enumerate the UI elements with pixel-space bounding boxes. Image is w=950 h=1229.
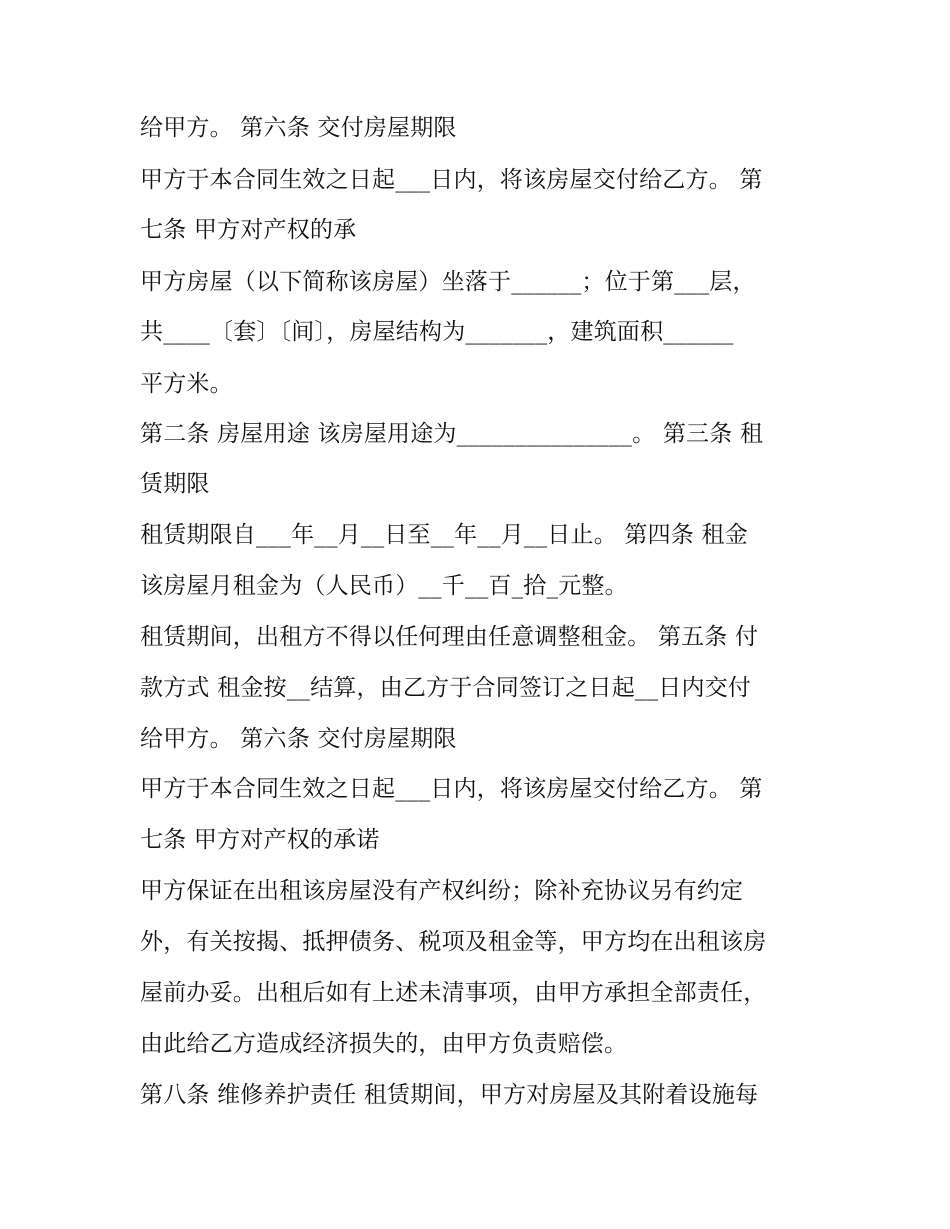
text-line: 甲方于本合同生效之日起___日内，将该房屋交付给乙方。 第 (140, 776, 763, 802)
text-line: 该房屋月租金为（人民币）__千__百_拾_元整。 (140, 573, 628, 599)
text-line: 平方米。 (140, 371, 233, 397)
text-line: 外，有关按揭、抵押债务、税项及租金等，甲方均在出租该房 (140, 929, 767, 955)
text-line: 第二条 房屋用途 该房屋用途为_______________。 第三条 租 (140, 421, 764, 447)
text-line: 由此给乙方造成经济损失的，由甲方负责赔偿。 (140, 1031, 628, 1057)
text-line: 共____〔套〕〔间〕，房屋结构为_______，建筑面积______ (140, 319, 734, 345)
text-line: 租赁期间，出租方不得以任何理由任意调整租金。 第五条 付 (140, 624, 759, 650)
text-line: 款方式 租金按__结算，由乙方于合同签订之日起__日内交付 (140, 675, 752, 701)
text-line: 七条 甲方对产权的承 (140, 217, 357, 243)
text-line: 赁期限 (140, 471, 210, 497)
text-line: 甲方于本合同生效之日起___日内，将该房屋交付给乙方。 第 (140, 167, 763, 193)
text-line: 七条 甲方对产权的承诺 (140, 827, 380, 853)
text-line: 租赁期限自___年__月__日至__年__月__日止。 第四条 租金 (140, 522, 748, 548)
text-line: 屋前办妥。出租后如有上述未清事项，由甲方承担全部责任， (140, 980, 767, 1006)
text-line: 第八条 维修养护责任 租赁期间，甲方对房屋及其附着设施每 (140, 1082, 759, 1108)
text-line: 给甲方。 第六条 交付房屋期限 (140, 726, 457, 752)
text-line: 甲方保证在出租该房屋没有产权纠纷；除补充协议另有约定 (140, 878, 744, 904)
text-line: 甲方房屋（以下简称该房屋）坐落于______；位于第___层， (140, 269, 756, 295)
text-line: 给甲方。 第六条 交付房屋期限 (140, 115, 457, 141)
